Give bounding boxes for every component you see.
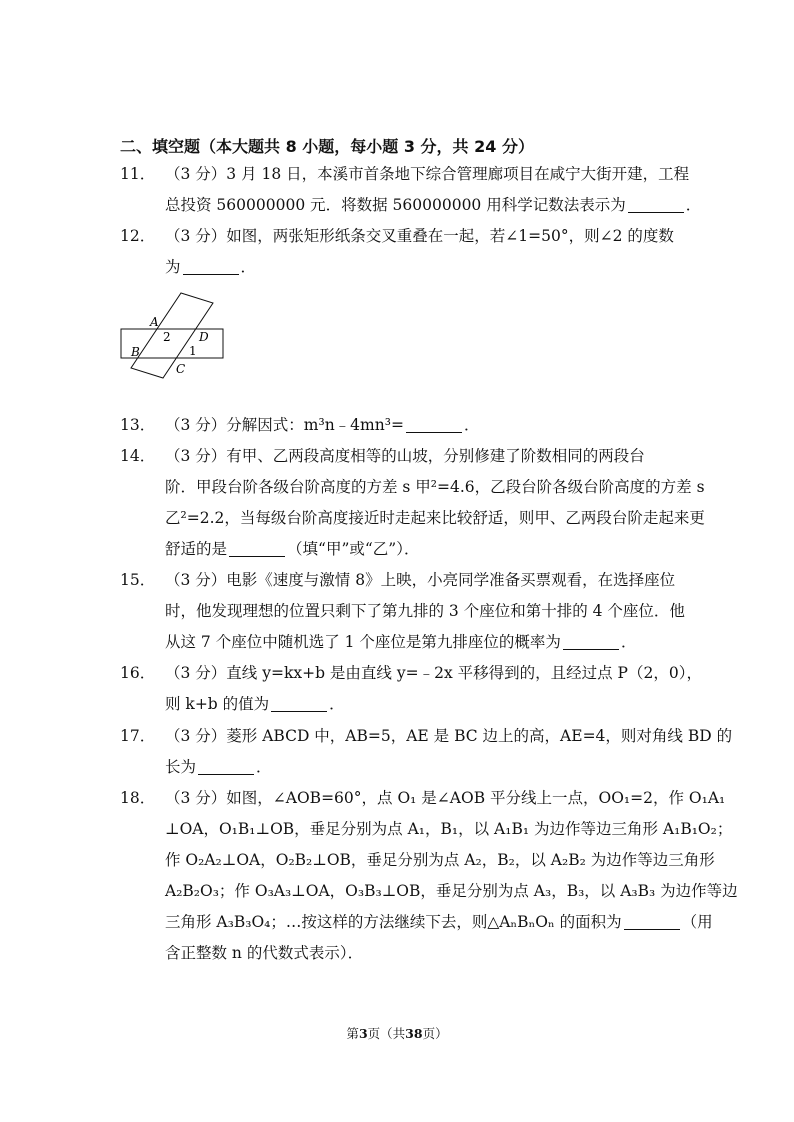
question-12 bbox=[120, 221, 680, 283]
answer-blank bbox=[406, 431, 462, 433]
label-angle-1: 1 bbox=[189, 344, 197, 358]
footer-suffix: 页） bbox=[422, 1026, 448, 1041]
answer-blank bbox=[229, 555, 285, 557]
answer-blank bbox=[183, 273, 239, 275]
question-number: 15． bbox=[120, 571, 156, 589]
page-footer bbox=[0, 1024, 794, 1042]
question-tail: ． bbox=[463, 416, 480, 434]
question-line: （3 分）如图，∠AOB=60°，点 O₁ 是∠AOB 平分线上一点，OO₁=2，作 O₁A₁ bbox=[165, 789, 726, 807]
question-line: （3 分）如图，两张矩形纸条交叉重叠在一起，若∠1=50°，则∠2 的度数 bbox=[165, 227, 674, 245]
question-13 bbox=[120, 410, 680, 441]
question-line: （3 分）菱形 ABCD 中，AB=5，AE 是 BC 边上的高，AE=4，则对角线 BD 的 bbox=[165, 727, 733, 745]
question-tail: ． bbox=[256, 758, 272, 776]
question-line: 总投资 560000000 元．将数据 560000000 用科学记数法表示为 bbox=[165, 196, 626, 214]
question-number: 13． bbox=[120, 416, 156, 434]
question-number: 14． bbox=[120, 447, 156, 465]
question-line: （3 分）分解因式：m³n﹣4mn³= bbox=[165, 416, 404, 434]
question-line: 长为 bbox=[165, 758, 197, 776]
question-line: （3 分）3 月 18 日，本溪市首条地下综合管理廊项目在咸宁大街开建，工程 bbox=[165, 165, 690, 183]
crossed-strips-figure bbox=[118, 290, 228, 380]
question-line: 为 bbox=[165, 258, 181, 276]
question-line: 舒适的是 bbox=[165, 540, 228, 558]
question-line: 三角形 A₃B₃O₄；…按这样的方法继续下去，则△AₙBₙOₙ 的面积为 bbox=[165, 913, 622, 931]
question-15 bbox=[120, 565, 685, 658]
question-number: 16． bbox=[120, 664, 156, 682]
section-title: 二、填空题（本大题共 8 小题，每小题 3 分，共 24 分） bbox=[120, 137, 534, 156]
answer-blank bbox=[624, 928, 680, 930]
question-tail: （用 bbox=[681, 913, 713, 931]
footer-page-number: 3 bbox=[358, 1026, 368, 1041]
label-b: B bbox=[131, 345, 140, 359]
question-line: 则 k+b 的值为 bbox=[165, 695, 270, 713]
question-tail: ． bbox=[240, 258, 257, 276]
answer-blank bbox=[198, 773, 254, 775]
footer-total-pages: 38 bbox=[405, 1026, 423, 1041]
answer-blank bbox=[628, 211, 684, 213]
question-number: 11． bbox=[120, 165, 156, 183]
answer-blank bbox=[563, 648, 619, 650]
question-line: A₂B₂O₃；作 O₃A₃⊥OA，O₃B₃⊥OB，垂足分别为点 A₃，B₃，以 A₃B₃ 为边作等边 bbox=[165, 882, 738, 900]
question-line: （3 分）电影《速度与激情 8》上映，小亮同学准备买票观看，在选择座位 bbox=[165, 571, 676, 589]
question-line: 含正整数 n 的代数式表示）． bbox=[165, 944, 364, 962]
footer-prefix: 第 bbox=[346, 1026, 359, 1041]
question-11 bbox=[120, 159, 702, 221]
question-line: 从这 7 个座位中随机选了 1 个座位是第九排座位的概率为 bbox=[165, 633, 561, 651]
question-line: ⊥OA，O₁B₁⊥OB，垂足分别为点 A₁，B₁，以 A₁B₁ 为边作等边三角形 A₁B₁O₂； bbox=[165, 820, 733, 838]
question-tail: ． bbox=[685, 196, 702, 214]
footer-middle: 页（共 bbox=[367, 1026, 406, 1041]
question-line: 阶．甲段台阶各级台阶高度的方差 s 甲²=4.6，乙段台阶各级台阶高度的方差 s bbox=[165, 478, 705, 496]
answer-blank bbox=[271, 710, 327, 712]
question-tail: （填“甲”或“乙”）． bbox=[287, 540, 420, 558]
question-number: 17． bbox=[120, 727, 156, 745]
label-a: A bbox=[150, 315, 159, 329]
label-d: D bbox=[199, 330, 209, 344]
question-number: 12． bbox=[120, 227, 156, 245]
label-angle-2: 2 bbox=[163, 330, 171, 344]
question-14 bbox=[120, 441, 705, 565]
question-line: 时，他发现理想的位置只剩下了第九排的 3 个座位和第十排的 4 个座位．他 bbox=[165, 602, 685, 620]
question-18 bbox=[120, 783, 738, 969]
question-16 bbox=[120, 658, 702, 720]
question-tail: ． bbox=[620, 633, 637, 651]
question-line: （3 分）有甲、乙两段高度相等的山坡，分别修建了阶数相同的两段台 bbox=[165, 447, 645, 465]
question-tail: ． bbox=[329, 695, 345, 713]
label-c: C bbox=[176, 362, 186, 376]
question-line: 作 O₂A₂⊥OA，O₂B₂⊥OB，垂足分别为点 A₂，B₂，以 A₂B₂ 为边作等边三角形 bbox=[165, 851, 715, 869]
question-line: 乙²=2.2，当每级台阶高度接近时走起来比较舒适，则甲、乙两段台阶走起来更 bbox=[165, 509, 705, 527]
question-number: 18． bbox=[120, 789, 156, 807]
question-line: （3 分）直线 y=kx+b 是由直线 y=﹣2x 平移得到的，且经过点 P（2，0）， bbox=[165, 664, 702, 682]
question-17 bbox=[120, 721, 733, 783]
